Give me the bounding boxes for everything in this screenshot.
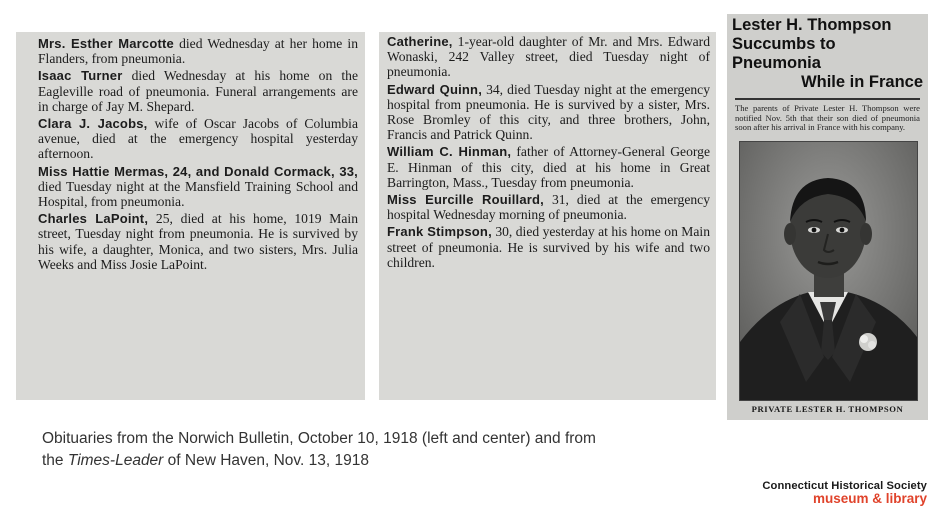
obituary-text: 1-year-old daughter of Mr. and Mrs. Edward Wonaski, 242 Valley street, died Tuesday night of pneumonia. (387, 34, 710, 80)
obituary-entry (387, 192, 710, 222)
caption-line-1: Obituaries from the Norwich Bulletin, October 10, 1918 (left and center) and from (42, 430, 596, 447)
obituary-text: wife of Oscar Jacobs of Columbia avenue, died at the emergency hospital yesterday afternoon. (38, 116, 358, 162)
headline-line-2: Succumbs to Pneumonia (732, 35, 836, 72)
obituary-entry (38, 211, 358, 272)
obituary-name: Miss Eurcille Rouillard, (387, 192, 544, 208)
obituary-entry (38, 68, 358, 114)
obituary-name: Edward Quinn, (387, 81, 482, 97)
obituary-entry (38, 164, 358, 210)
obituary-text: died Tuesday night at the Mansfield Training School and Hospital, from pneumonia. (38, 178, 358, 210)
caption-newspaper-title: Times-Leader (67, 451, 164, 469)
headline-divider (735, 98, 920, 100)
portrait-illustration (740, 142, 917, 400)
obituary-name: Clara J. Jacobs, (38, 116, 148, 132)
obituary-name: Frank Stimpson, (387, 224, 492, 240)
chs-logo (752, 480, 927, 506)
thompson-clipping (727, 14, 928, 420)
caption-line-2 (42, 450, 742, 472)
headline-line-3: While in France (801, 73, 923, 91)
obituary-name: Charles LaPoint, (38, 211, 149, 227)
obituary-text: died Wednesday at her home in Flanders, from pneumonia. (38, 36, 359, 67)
obituary-text: 34, died Tuesday night at the emergency hospital from pneumonia. He is survived by a sister, Mrs. Rose Bromley of this city, and three brothers, John, Francis and Patrick Quinn. (387, 81, 710, 143)
slide-caption (42, 428, 742, 471)
obituary-name: William C. Hinman, (387, 144, 512, 160)
headline-line-1: Lester H. Thompson (732, 16, 892, 34)
obituary-name: Isaac Turner (38, 68, 123, 84)
photo-caption: PRIVATE LESTER H. THOMPSON (751, 404, 904, 414)
obituary-entry (387, 82, 710, 143)
clipping-body: The parents of Private Lester H. Thompson were notified Nov. 5th that their son died of pneumonia soon after his arrival in France with his company. (735, 103, 920, 133)
obituary-entry (38, 116, 358, 162)
obituary-text: 31, died at the emergency hospital Wednesday morning of pneumonia. (387, 192, 711, 223)
obituary-name: Catherine, (387, 34, 453, 49)
obituary-text: father of Attorney-General George E. Hinman of this city, died at his home in Great Barrington, Mass., Tuesday from pneumonia. (387, 144, 710, 190)
obituary-clipping-center (379, 32, 716, 400)
obituary-entry (38, 36, 358, 66)
obituary-text: 25, died at his home, 1019 Main street, Tuesday night from pneumonia. He is survived by his wife, a daughter, Monica, and two sisters, Mrs. Julia Weeks and Miss Josie LaPoint. (38, 211, 358, 272)
logo-org-name: Connecticut Historical Society (762, 480, 927, 492)
obituary-entry (387, 34, 710, 80)
clipping-headline (727, 14, 928, 92)
obituary-clipping-left (16, 32, 365, 400)
obituary-entry (387, 144, 710, 190)
obituary-name: Mrs. Esther Marcotte (38, 36, 174, 51)
portrait-photo (739, 141, 918, 401)
caption-line-2-suffix: of New Haven, Nov. 13, 1918 (163, 451, 369, 469)
obituary-text: died Wednesday at his home on the Eagleville road of pneumonia. Funeral arrangements are in charge of Jay M. Shepard. (38, 68, 359, 114)
obituary-entry (387, 224, 710, 270)
obituary-name: Miss Hattie Mermas, 24, and Donald Cormack, 33, (38, 163, 358, 179)
logo-tagline: museum & library (812, 491, 927, 506)
obituary-text: 30, died yesterday at his home on Main street of pneumonia. He is survived by his wife and two children. (387, 224, 710, 270)
caption-line-2-prefix: the (42, 451, 68, 469)
